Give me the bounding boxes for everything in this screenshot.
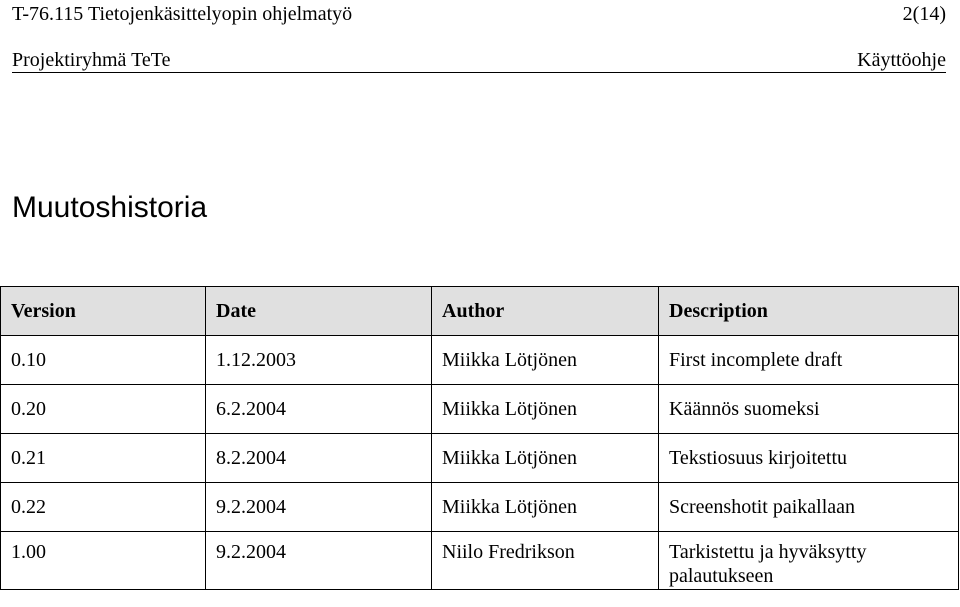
- date-cell: 8.2.2004: [206, 434, 432, 483]
- version-cell: 0.22: [1, 483, 206, 532]
- table-row: [1, 434, 959, 483]
- author-cell: Miikka Lötjönen: [432, 434, 659, 483]
- author-cell: Miikka Lötjönen: [432, 385, 659, 434]
- column-header-description: Description: [659, 287, 959, 336]
- date-cell: 1.12.2003: [206, 336, 432, 385]
- description-cell: First incomplete draft: [659, 336, 959, 385]
- date-cell: 9.2.2004: [206, 483, 432, 532]
- version-cell: 0.20: [1, 385, 206, 434]
- column-header-version: Version: [1, 287, 206, 336]
- page-number: 2(14): [902, 3, 946, 25]
- document-name: Käyttöohje: [857, 49, 946, 71]
- author-cell: Miikka Lötjönen: [432, 336, 659, 385]
- version-cell: 1.00: [1, 532, 206, 590]
- table-row: [1, 483, 959, 532]
- column-header-date: Date: [206, 287, 432, 336]
- date-cell: 6.2.2004: [206, 385, 432, 434]
- description-cell: Tekstiosuus kirjoitettu: [659, 434, 959, 483]
- description-cell: Screenshotit paikallaan: [659, 483, 959, 532]
- column-header-author: Author: [432, 287, 659, 336]
- section-title: Muutoshistoria: [12, 191, 208, 224]
- version-cell: 0.21: [1, 434, 206, 483]
- table-row: [1, 385, 959, 434]
- date-cell: 9.2.2004: [206, 532, 432, 590]
- author-cell: Miikka Lötjönen: [432, 483, 659, 532]
- group-name: Projektiryhmä TeTe: [12, 49, 171, 71]
- course-title: T-76.115 Tietojenkäsittelyopin ohjelmatyö: [12, 3, 353, 25]
- page-header: [12, 2, 946, 73]
- author-cell: Niilo Fredrikson: [432, 532, 659, 590]
- description-cell: Käännös suomeksi: [659, 385, 959, 434]
- table-row: [1, 532, 959, 590]
- table-row: [1, 336, 959, 385]
- table-header-row: [1, 287, 959, 336]
- change-history-table: [0, 286, 959, 590]
- description-cell: Tarkistettu ja hyväksytty palautukseen: [659, 532, 959, 590]
- version-cell: 0.10: [1, 336, 206, 385]
